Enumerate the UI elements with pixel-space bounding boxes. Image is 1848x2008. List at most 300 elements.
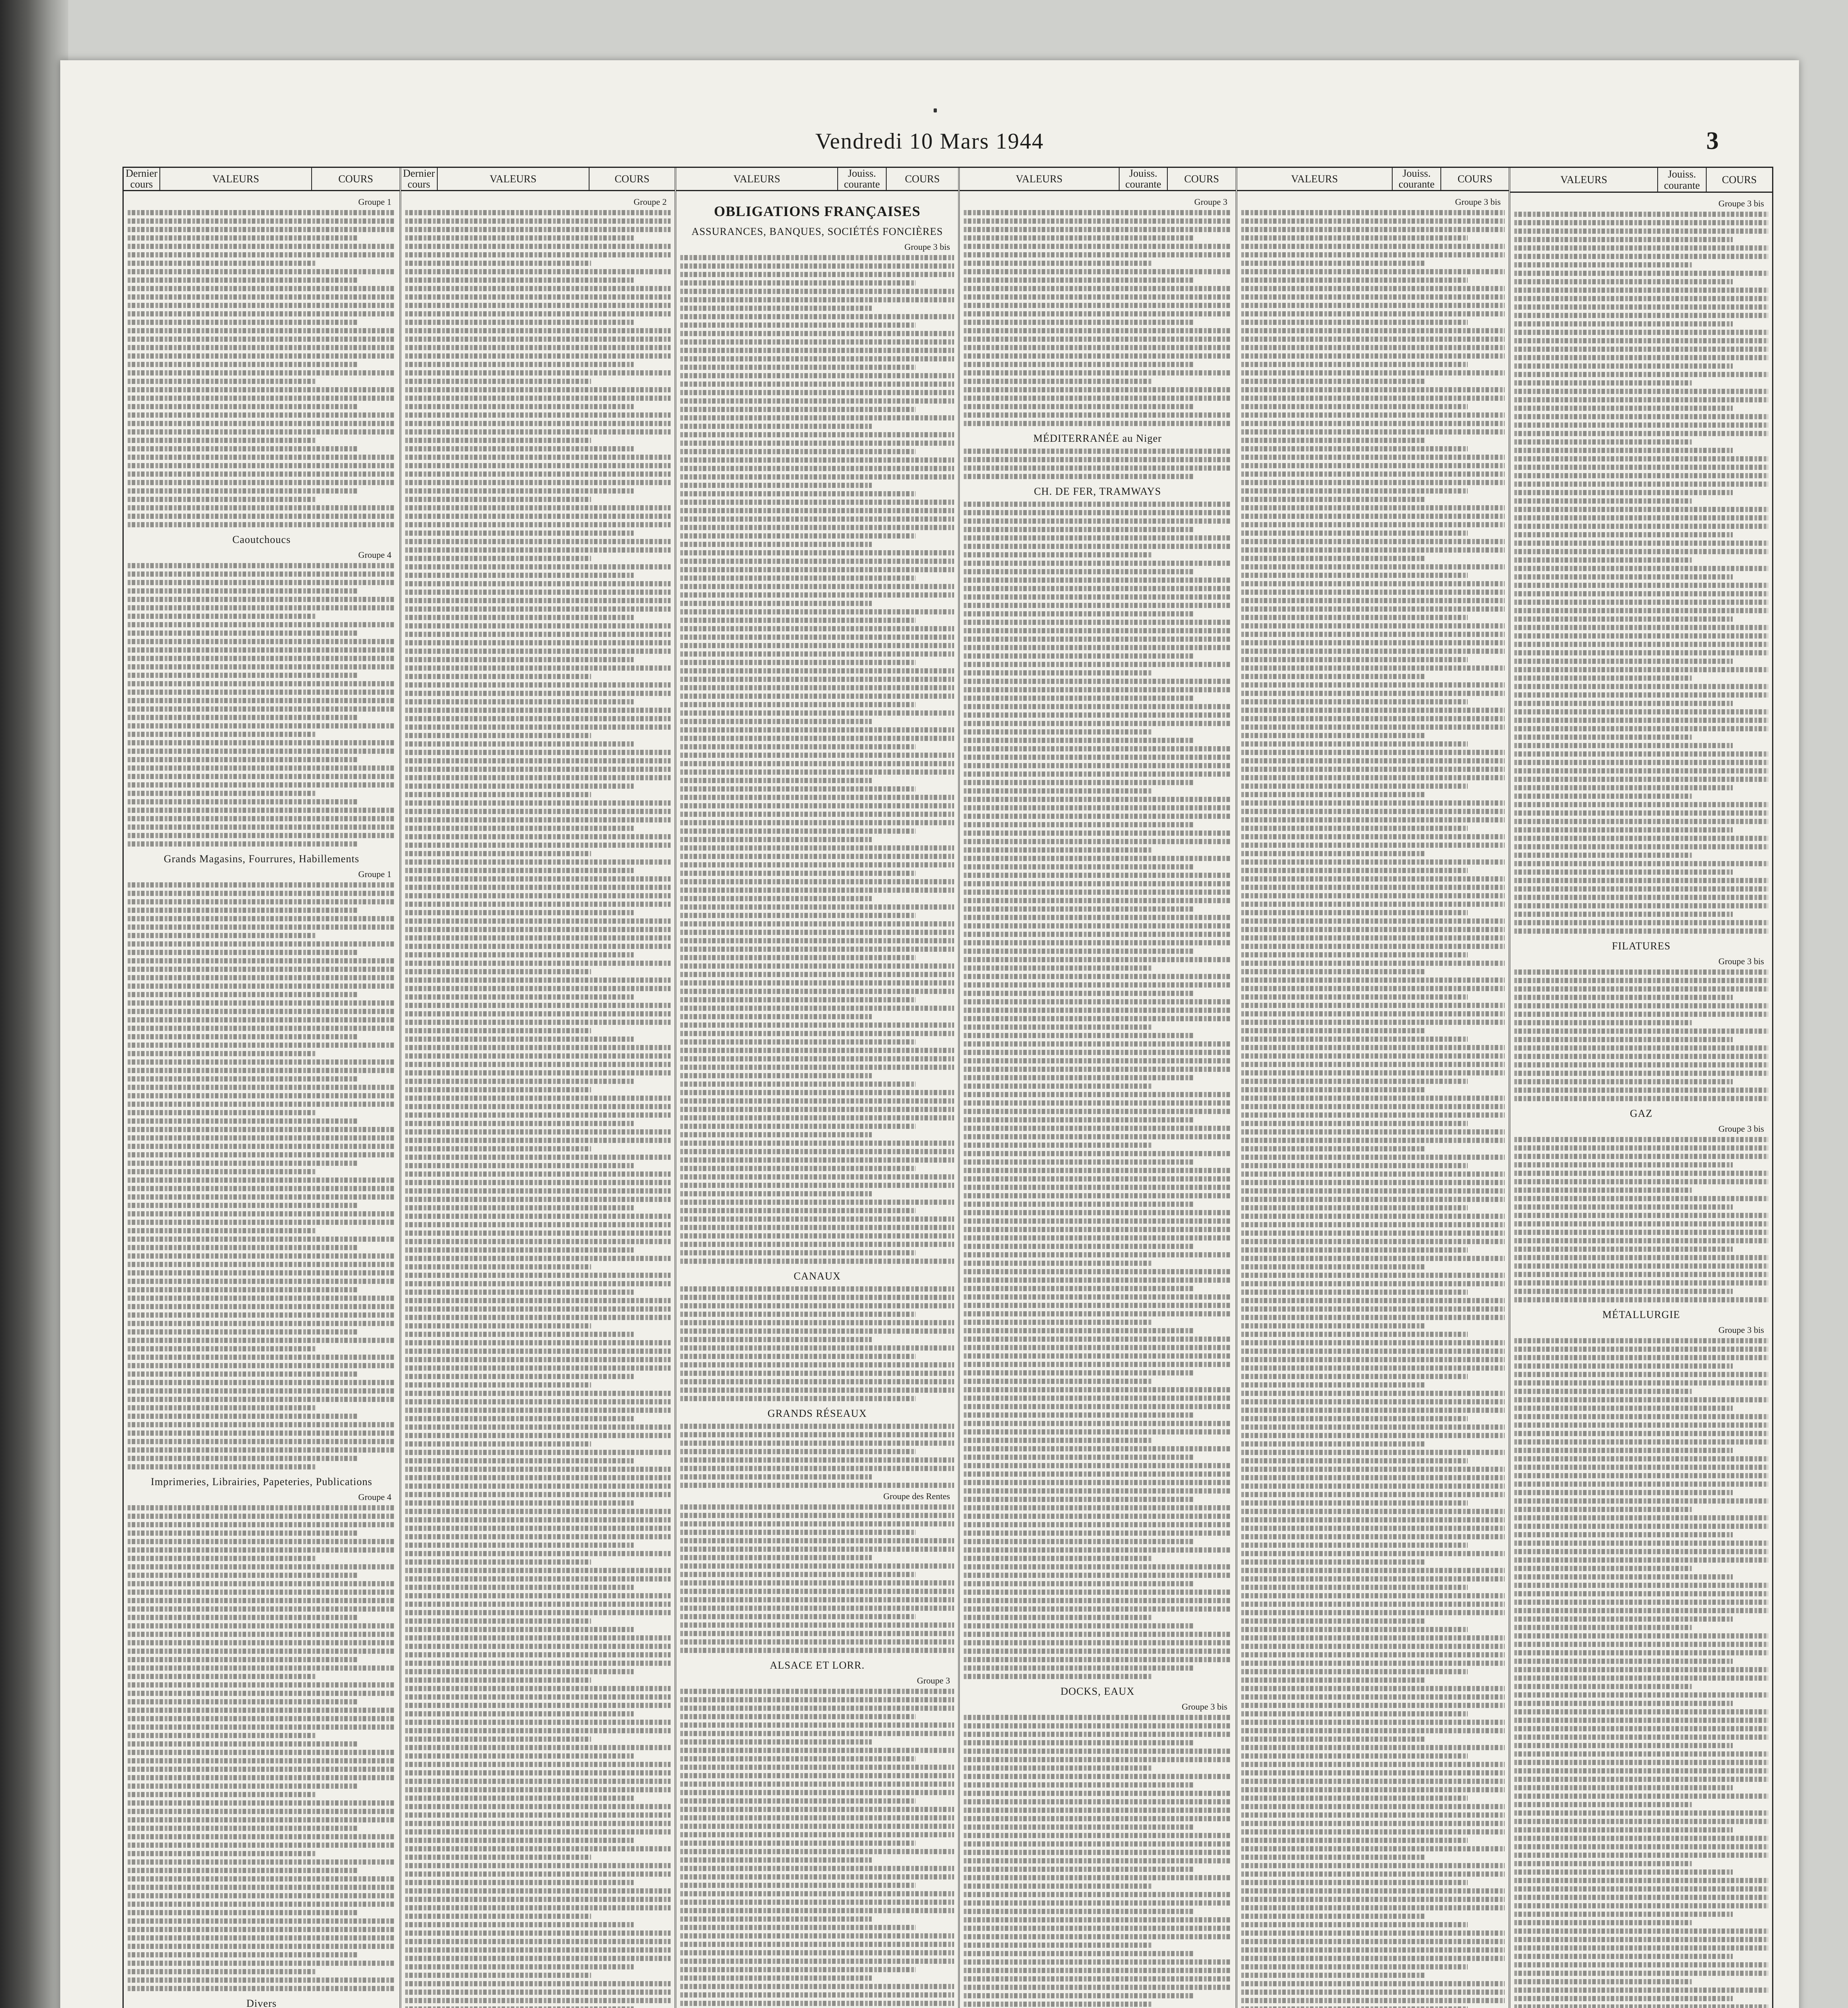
section-heading: Caoutchoucs <box>232 533 291 545</box>
listing-row <box>1241 1990 1505 1995</box>
listing-row <box>405 1762 671 1767</box>
group-label: Groupe 3 bis <box>1455 196 1501 207</box>
listing-row <box>128 1228 315 1233</box>
listing-row <box>1514 1928 1768 1934</box>
listing-row <box>405 994 634 1000</box>
listing-row <box>405 1694 671 1700</box>
listing-row <box>680 1242 954 1247</box>
listing-row <box>964 1657 1232 1662</box>
listing-row <box>680 854 954 859</box>
listing-row <box>964 1084 1151 1089</box>
listing-row <box>1514 229 1768 234</box>
listing-row <box>405 1990 671 1995</box>
listing-row <box>128 1556 315 1561</box>
listing-row <box>1241 1551 1505 1556</box>
listing-row <box>405 1568 671 1573</box>
listing-row <box>405 1897 671 1902</box>
listing-row <box>1241 1399 1505 1404</box>
listing-row <box>128 244 396 249</box>
listing-row <box>964 1202 1194 1207</box>
listing-row <box>128 984 396 989</box>
column-header <box>1237 168 1509 191</box>
listing-row <box>964 1623 1194 1628</box>
listing-row <box>680 1874 954 1879</box>
listing-row <box>680 1622 954 1628</box>
newspaper-page <box>60 60 1799 2008</box>
listing-row <box>964 286 1232 291</box>
listing-row <box>1241 649 1505 654</box>
listing-row <box>1241 800 1505 806</box>
page-header <box>60 129 1799 165</box>
listing-row <box>680 1639 954 1645</box>
listing-row <box>680 1466 954 1471</box>
listing-row <box>405 657 634 662</box>
group-label: Groupe 3 bis <box>1718 198 1764 208</box>
listing-row <box>405 1973 591 1978</box>
listing-row <box>405 1602 671 1607</box>
listing-row <box>1514 810 1768 816</box>
listing-row <box>128 975 396 980</box>
listing-row <box>1514 1137 1768 1142</box>
listing-row <box>1241 1838 1468 1843</box>
listing-row <box>1514 262 1692 267</box>
listing-row <box>1514 557 1692 563</box>
listing-row <box>405 1787 671 1792</box>
listing-row <box>1514 869 1732 875</box>
listing-row <box>680 1714 916 1719</box>
listing-row <box>1241 1661 1505 1666</box>
listing-row <box>680 567 954 572</box>
listing-row <box>1241 1332 1468 1337</box>
listing-row <box>1241 227 1505 232</box>
listing-row <box>1514 389 1768 394</box>
listing-row <box>680 491 916 496</box>
listing-row <box>128 463 396 468</box>
listing-row <box>964 1277 1232 1283</box>
listing-row <box>1514 1507 1692 1512</box>
listing-row <box>1241 210 1505 215</box>
listing-row <box>1514 296 1768 301</box>
column-header-cell: VALEURS <box>1510 168 1658 192</box>
listing-row <box>680 1975 872 1981</box>
listing-row <box>1514 1347 1768 1352</box>
section-heading: DOCKS, EAUX <box>1061 1685 1135 1697</box>
listing-row <box>680 837 872 842</box>
listing-row <box>964 1875 1232 1880</box>
listing-row <box>405 1661 671 1666</box>
listing-row <box>964 1674 1151 1679</box>
listing-row <box>964 1252 1232 1257</box>
scan-binding-shadow <box>0 0 68 2008</box>
listing-row <box>405 716 671 721</box>
listing-row <box>128 1371 358 1377</box>
listing-row <box>405 1188 671 1194</box>
listing-row <box>128 294 396 300</box>
group-label: Groupe 4 <box>358 1492 392 1502</box>
listing-row <box>128 1598 396 1603</box>
listing-row <box>964 1455 1194 1460</box>
column-header-cell: COURS <box>1722 173 1757 186</box>
listing-row <box>680 441 954 446</box>
listing-row <box>405 505 671 510</box>
listing-row <box>680 1022 954 1028</box>
listing-row <box>405 362 634 367</box>
listing-row <box>405 952 634 957</box>
listing-row <box>128 1581 396 1586</box>
listing-row <box>1514 1886 1768 1892</box>
listing-row <box>405 581 671 586</box>
listing-row <box>128 1312 396 1318</box>
listing-row <box>680 584 954 589</box>
column-header <box>124 168 400 191</box>
listing-row <box>128 1590 396 1595</box>
listing-row <box>964 1808 1232 1813</box>
listing-row <box>1241 1028 1426 1033</box>
listing-row <box>680 1597 954 1602</box>
listing-row <box>1241 918 1505 924</box>
listing-row <box>964 1564 1232 1569</box>
listing-row <box>1514 1971 1768 1976</box>
listing-row <box>1514 718 1768 723</box>
listing-row <box>128 1640 396 1645</box>
listing-row <box>680 1807 954 1812</box>
listing-row <box>1514 254 1768 259</box>
listing-row <box>964 1488 1232 1494</box>
listing-row <box>964 1446 1232 1451</box>
listing-row <box>1241 1129 1505 1135</box>
listing-row <box>1514 237 1732 242</box>
listing-row <box>1241 1273 1505 1278</box>
listing-row <box>680 1648 954 1653</box>
listing-row <box>405 986 671 991</box>
listing-row <box>680 516 954 522</box>
listing-row <box>680 1798 916 1804</box>
listing-row <box>128 841 358 847</box>
listing-row <box>1241 278 1468 283</box>
listing-row <box>680 1631 954 1636</box>
listing-row <box>680 1832 954 1837</box>
page-number: 3 <box>1706 127 1719 155</box>
listing-row <box>680 736 954 741</box>
listing-row <box>680 432 954 437</box>
listing-row <box>1514 1777 1768 1782</box>
listing-row <box>405 235 634 241</box>
listing-row <box>964 1176 1232 1182</box>
listing-row <box>405 935 671 941</box>
listing-row <box>128 1464 315 1469</box>
listing-row <box>1241 379 1426 384</box>
listing-row <box>1241 665 1505 671</box>
listing-row <box>680 1739 872 1745</box>
listing-row <box>1514 1608 1768 1613</box>
listing-row <box>1241 1576 1505 1582</box>
listing-row <box>405 1365 671 1371</box>
column-header-cell: VALEURS <box>438 168 589 190</box>
listing-row <box>680 795 954 800</box>
listing-row <box>1241 438 1426 443</box>
listing-row <box>1514 1642 1768 1647</box>
listing-row <box>964 1261 1151 1266</box>
listing-row <box>964 1581 1194 1586</box>
listing-row <box>128 1564 396 1569</box>
listing-row <box>1241 421 1505 426</box>
listing-row <box>680 904 954 910</box>
listing-row <box>405 1306 671 1312</box>
listing-row <box>680 592 954 598</box>
listing-row <box>1241 311 1505 316</box>
listing-row <box>964 1126 1232 1131</box>
listing-row <box>128 522 396 527</box>
listing-row <box>128 1422 396 1427</box>
listing-row <box>964 1480 1232 1485</box>
listing-row <box>1241 539 1505 544</box>
listing-row <box>680 365 916 370</box>
listing-row <box>128 1245 358 1250</box>
listing-row <box>964 227 1232 232</box>
listing-row <box>680 1424 954 1429</box>
listing-row <box>128 1691 396 1696</box>
listing-row <box>964 1598 1232 1603</box>
listing-row <box>1514 1096 1768 1101</box>
listing-row <box>964 949 1194 954</box>
listing-row <box>1514 1439 1768 1445</box>
listing-row <box>964 1867 1194 1872</box>
listing-row <box>680 1362 954 1367</box>
listing-row <box>1241 868 1468 873</box>
listing-row <box>405 1728 671 1733</box>
listing-row <box>964 1193 1232 1198</box>
listing-row <box>405 792 591 797</box>
listing-row <box>1241 859 1505 865</box>
listing-row <box>128 740 396 745</box>
listing-row <box>128 412 396 418</box>
listing-row <box>680 373 954 378</box>
listing-row <box>964 561 1232 566</box>
listing-row <box>1241 1998 1505 2003</box>
listing-row <box>964 1235 1232 1241</box>
listing-row <box>680 457 954 463</box>
listing-row <box>964 1665 1194 1671</box>
listing-row <box>1514 2004 1768 2008</box>
listing-row <box>1514 1272 1768 1277</box>
listing-row <box>405 1112 671 1118</box>
listing-row <box>964 1993 1194 1998</box>
listing-row <box>1241 1787 1505 1792</box>
listing-row <box>1241 1905 1505 1910</box>
listing-row <box>964 1438 1151 1443</box>
listing-row <box>964 1934 1232 1939</box>
listing-row <box>128 908 358 913</box>
listing-row <box>1514 1853 1768 1858</box>
listing-row <box>405 1534 671 1539</box>
listing-row <box>405 1770 671 1775</box>
listing-row <box>1241 944 1505 949</box>
listing-row <box>1241 294 1505 300</box>
listing-row <box>1241 1298 1505 1303</box>
group-label: Groupe 3 bis <box>1718 1124 1764 1134</box>
listing-row <box>1514 1280 1768 1286</box>
listing-row <box>1241 345 1505 350</box>
listing-row <box>1241 514 1505 519</box>
listing-row <box>128 362 358 367</box>
listing-row <box>1514 1625 1692 1630</box>
group-label: Groupe 1 <box>358 869 392 879</box>
listing-row <box>128 303 396 308</box>
listing-row <box>405 1720 671 1725</box>
listing-row <box>964 1143 1151 1148</box>
listing-row <box>405 387 671 392</box>
listing-row <box>680 896 872 901</box>
listing-row <box>1241 446 1468 451</box>
listing-row <box>964 1210 1232 1215</box>
listing-row <box>1514 1718 1768 1723</box>
listing-row <box>680 1107 954 1112</box>
listing-row <box>128 1935 396 1941</box>
listing-row <box>1514 1591 1768 1596</box>
listing-row <box>1241 1779 1505 1784</box>
listing-row <box>680 1697 954 1702</box>
section-heading: FILATURES <box>1611 940 1671 952</box>
listing-row <box>128 1623 396 1628</box>
listing-row <box>680 424 872 429</box>
listing-row <box>128 1615 358 1620</box>
listing-row <box>964 620 1232 625</box>
listing-row <box>1514 406 1732 411</box>
listing-row <box>405 1475 671 1480</box>
listing-row <box>964 1429 1232 1435</box>
listing-row <box>1514 1735 1768 1740</box>
listing-row <box>964 1100 1232 1106</box>
listing-row <box>1241 337 1505 342</box>
listing-row <box>964 788 1151 794</box>
listing-row <box>128 1186 396 1191</box>
listing-row <box>1514 785 1732 790</box>
listing-row <box>680 322 916 328</box>
listing-row <box>128 1767 396 1772</box>
listing-row <box>128 1279 396 1284</box>
listing-row <box>128 514 396 519</box>
column-body <box>960 191 1236 2008</box>
listing-row <box>1514 482 1768 487</box>
listing-row <box>680 1483 954 1488</box>
listing-row <box>1514 1633 1768 1639</box>
listing-row <box>1514 853 1692 858</box>
listing-row <box>1514 1574 1732 1579</box>
listing-row <box>128 1539 396 1544</box>
listing-row <box>128 1986 396 1991</box>
listing-row <box>1514 1020 1692 1025</box>
listing-row <box>1241 1745 1505 1750</box>
listing-row <box>680 1513 954 1518</box>
listing-row <box>680 356 954 361</box>
listing-row <box>128 1430 396 1436</box>
listing-row <box>1241 640 1505 645</box>
listing-row <box>964 1016 1232 1021</box>
listing-row <box>1514 1802 1692 1807</box>
listing-row <box>1241 1374 1468 1379</box>
listing-row <box>128 933 315 938</box>
listing-row <box>1241 1829 1505 1835</box>
listing-row <box>680 1916 872 1922</box>
listing-row <box>128 1716 396 1721</box>
listing-row <box>964 906 1194 912</box>
listing-row <box>964 1379 1151 1384</box>
listing-row <box>1514 886 1768 892</box>
listing-row <box>1514 692 1768 698</box>
listing-row <box>128 1682 396 1688</box>
listing-row <box>1241 269 1505 274</box>
listing-row <box>1514 1996 1732 2001</box>
listing-row <box>964 847 1151 853</box>
listing-row <box>405 1677 591 1683</box>
listing-row <box>1514 1794 1768 1799</box>
listing-row <box>128 698 396 703</box>
listing-row <box>405 767 671 772</box>
listing-row <box>1241 1349 1505 1354</box>
listing-row <box>1514 684 1768 689</box>
listing-row <box>1514 878 1768 883</box>
listing-row <box>1241 767 1505 772</box>
listing-row <box>1514 1380 1768 1386</box>
listing-row <box>405 1939 671 1944</box>
listing-row <box>680 719 872 724</box>
listing-row <box>1241 1045 1505 1050</box>
listing-row <box>1514 1079 1732 1084</box>
listing-row <box>964 1033 1194 1038</box>
listing-row <box>680 1090 954 1095</box>
listing-row <box>128 1017 396 1022</box>
listing-row <box>1241 1559 1426 1565</box>
listing-row <box>1514 1751 1768 1757</box>
listing-row <box>1514 802 1768 807</box>
listing-row <box>405 1576 671 1582</box>
listing-row <box>1241 994 1468 1000</box>
column-header-cell: COURS <box>1457 173 1493 185</box>
listing-row <box>1241 1062 1505 1067</box>
listing-row <box>964 1294 1232 1300</box>
listing-row <box>680 1908 954 1913</box>
listing-row <box>680 382 954 387</box>
listing-row <box>680 660 916 665</box>
listing-row <box>1514 701 1732 706</box>
listing-row <box>680 609 954 614</box>
listing-row <box>964 311 1232 316</box>
listing-row <box>405 665 671 671</box>
listing-row <box>680 1891 954 1896</box>
listing-row <box>128 1826 358 1831</box>
listing-row <box>680 1014 872 1019</box>
section-heading: Grands Magasins, Fourrures, Habillements <box>163 853 359 865</box>
section-heading: Divers <box>246 1997 277 2008</box>
listing-row <box>964 1774 1232 1779</box>
listing-row <box>964 1008 1232 1013</box>
listing-row <box>964 1649 1232 1654</box>
listing-row <box>1514 212 1768 217</box>
listing-row <box>1514 1701 1732 1706</box>
listing-row <box>128 639 396 644</box>
listing-row <box>964 1463 1232 1468</box>
listing-row <box>128 1514 396 1519</box>
listing-row <box>128 1161 358 1166</box>
listing-row <box>128 605 396 610</box>
listing-row <box>964 1985 1232 1990</box>
listing-row <box>128 1363 396 1368</box>
listing-row <box>680 1967 916 1972</box>
listing-row <box>405 615 634 620</box>
listing-row <box>964 1976 1232 1981</box>
listing-row <box>1514 1549 1768 1554</box>
group-label: Groupe 3 bis <box>1718 956 1764 966</box>
